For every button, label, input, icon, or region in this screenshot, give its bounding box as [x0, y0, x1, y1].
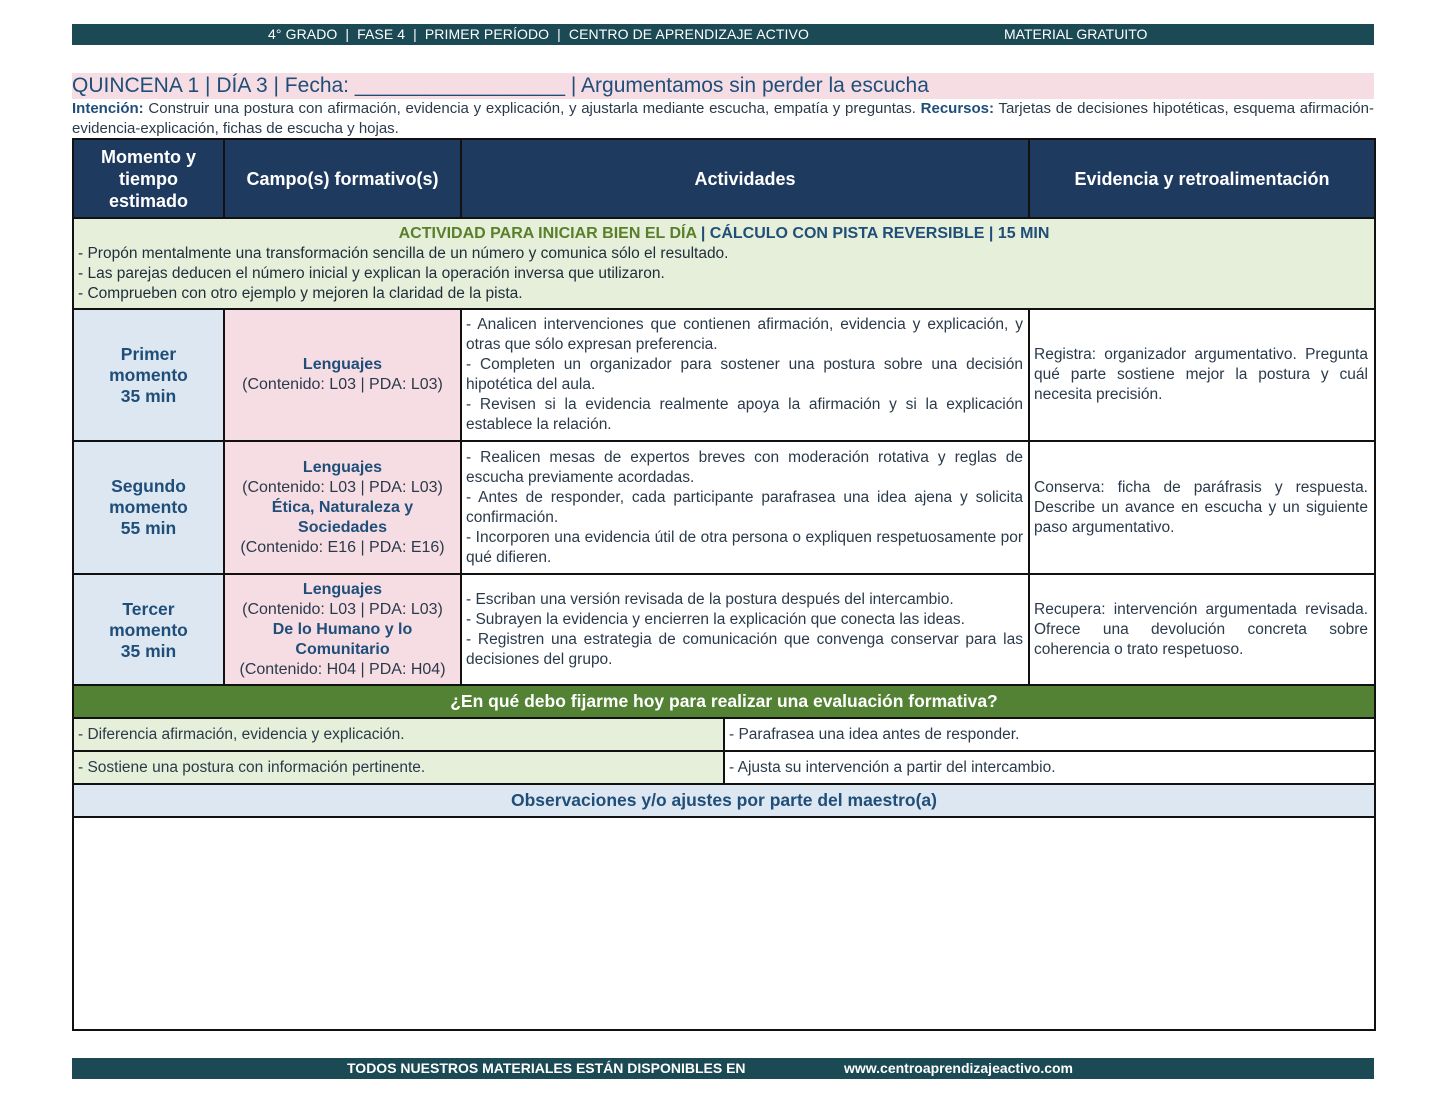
moment-name: Segundo momento	[109, 476, 188, 517]
header-grade-info: 4° GRADO | FASE 4 | PRIMER PERÍODO | CENTRO DE APRENDIZAJE ACTIVO	[268, 26, 809, 42]
activities-cell	[461, 574, 1029, 686]
header-field: Campo(s) formativo(s)	[224, 139, 461, 218]
intent-text: Construir una postura con afirmación, evidencia y explicación, y ajustarla mediante escucha, empatía y preguntas.	[148, 100, 916, 117]
activities-cell	[461, 309, 1029, 441]
page-title-text: QUINCENA 1 | DÍA 3 | Fecha: __________________ | Argumentamos sin perder la escucha	[72, 74, 929, 97]
warmup-title	[78, 224, 1370, 244]
header-bar	[72, 24, 1374, 45]
field-cell	[224, 574, 461, 686]
activity-item: - Registren una estrategia de comunicación que convenga conservar para las decisiones del grupo.	[466, 631, 1023, 668]
moment-name: Primer momento	[109, 343, 188, 385]
field-cell	[224, 309, 461, 441]
field-name: Lenguajes	[302, 356, 383, 373]
intent-paragraph	[72, 99, 1374, 139]
field-content: (Contenido: L03 | PDA: L03)	[242, 601, 443, 618]
warmup-line: - Las parejas deducen el número inicial y explican la operación inversa que utilizaron.	[78, 265, 665, 282]
moment-time: 35 min	[120, 640, 177, 661]
activity-item: - Completen un organizador para sostener una postura sobre una decisión hipotética del aula.	[466, 356, 1023, 393]
observations-header-row	[73, 784, 1375, 817]
evidence-cell: Recupera: intervención argumentada revisada. Ofrece una devolución concreta sobre coherencia o trato respetuoso.	[1029, 574, 1375, 686]
header-activities: Actividades	[461, 139, 1029, 218]
evaluation-row	[73, 718, 1375, 751]
moment-row	[73, 574, 1375, 686]
header-evidence: Evidencia y retroalimentación	[1029, 139, 1375, 218]
activity-item: - Analicen intervenciones que contienen afirmación, evidencia y explicación, y otras que sólo expresan preferencia.	[466, 316, 1023, 353]
header-free-material: MATERIAL GRATUITO	[1004, 26, 1148, 42]
warmup-line: - Comprueben con otro ejemplo y mejoren la claridad de la pista.	[78, 285, 523, 302]
activities-cell	[461, 441, 1029, 574]
activity-item: - Subrayen la evidencia y encierren la explicación que conecta las ideas.	[466, 611, 965, 628]
evaluation-item: - Diferencia afirmación, evidencia y explicación.	[73, 718, 724, 751]
evidence-cell: Conserva: ficha de paráfrasis y respuesta. Describe un avance en escucha y un siguiente paso argumentativo.	[1029, 441, 1375, 574]
moment-cell	[73, 574, 224, 686]
observations-area[interactable]	[73, 817, 1375, 1030]
evaluation-row	[73, 751, 1375, 784]
footer-website-link[interactable]: www.centroaprendizajeactivo.com	[844, 1060, 1073, 1076]
footer-text: TODOS NUESTROS MATERIALES ESTÁN DISPONIBLES EN	[347, 1060, 746, 1076]
warmup-line: - Propón mentalmente una transformación sencilla de un número y comunica sólo el resultado.	[78, 245, 729, 262]
activity-item: - Escriban una versión revisada de la postura después del intercambio.	[466, 591, 954, 608]
field-name: Lenguajes	[302, 581, 383, 598]
footer-bar	[72, 1058, 1374, 1079]
warmup-cell	[73, 218, 1375, 309]
moment-cell	[73, 309, 224, 441]
moment-time: 35 min	[120, 385, 177, 406]
evaluation-header: ¿En qué debo fijarme hoy para realizar una evaluación formativa?	[73, 685, 1375, 718]
evidence-cell: Registra: organizador argumentativo. Pregunta qué parte sostiene mejor la postura y cuál necesita precisión.	[1029, 309, 1375, 441]
warmup-title-green: ACTIVIDAD PARA INICIAR BIEN EL DÍA	[398, 225, 697, 242]
page-title	[72, 73, 1374, 99]
observations-header: Observaciones y/o ajustes por parte del maestro(a)	[73, 784, 1375, 817]
activity-item: - Incorporen una evidencia útil de otra persona o expliquen respetuosamente por qué difieren.	[466, 528, 1023, 566]
evaluation-table	[72, 684, 1376, 1031]
intent-label: Intención:	[72, 100, 144, 117]
warmup-title-blue: | CÁLCULO CON PISTA REVERSIBLE | 15 MIN	[696, 225, 1050, 242]
table-header-row	[73, 139, 1375, 218]
header-moment: Momento y tiempo estimado	[73, 139, 224, 218]
activity-item: - Realicen mesas de expertos breves con moderación rotativa y reglas de escucha previamente acordadas.	[466, 448, 1023, 486]
field-name: De lo Humano y lo Comunitario	[272, 621, 413, 658]
field-content: (Contenido: L03 | PDA: L03)	[242, 478, 443, 496]
moment-row	[73, 309, 1375, 441]
activity-item: - Antes de responder, cada participante parafrasea una idea ajena y solicita confirmación.	[466, 488, 1023, 526]
evaluation-header-row	[73, 685, 1375, 718]
field-cell	[224, 441, 461, 574]
field-content: (Contenido: E16 | PDA: E16)	[240, 538, 445, 556]
field-content: (Contenido: L03 | PDA: L03)	[242, 376, 443, 393]
moment-time: 55 min	[120, 518, 177, 538]
resources-text: Tarjetas de decisiones hipotéticas, esquema afirmación-evidencia-explicación, fichas de escucha y hojas.	[72, 100, 1374, 137]
moment-name: Tercer momento	[109, 598, 188, 640]
field-content: (Contenido: H04 | PDA: H04)	[239, 661, 446, 678]
field-name: Ética, Naturaleza y Sociedades	[271, 498, 414, 536]
observations-body-row	[73, 817, 1375, 1030]
evaluation-item: - Ajusta su intervención a partir del intercambio.	[724, 751, 1375, 784]
field-name: Lenguajes	[302, 458, 383, 476]
activity-item: - Revisen si la evidencia realmente apoya la afirmación y si la explicación establece la relación.	[466, 396, 1023, 433]
warmup-row	[73, 218, 1375, 309]
moment-cell	[73, 441, 224, 574]
evaluation-item: - Sostiene una postura con información pertinente.	[73, 751, 724, 784]
lesson-plan-table	[72, 138, 1376, 687]
resources-label: Recursos:	[920, 100, 994, 117]
moment-row	[73, 441, 1375, 574]
evaluation-item: - Parafrasea una idea antes de responder.	[724, 718, 1375, 751]
